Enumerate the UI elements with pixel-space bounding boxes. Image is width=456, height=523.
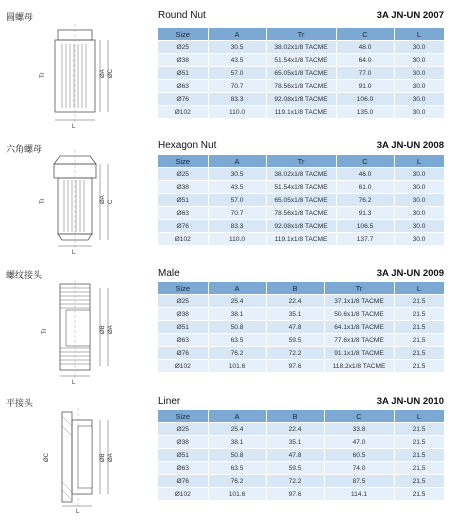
- cell: 30.0: [394, 67, 444, 80]
- section-male: [0, 266, 456, 384]
- cell: 30.0: [394, 80, 444, 93]
- cell: Ø76: [158, 475, 208, 488]
- cell: 101.6: [208, 488, 266, 501]
- cell: 47.0: [324, 436, 394, 449]
- cell: 70.7: [208, 80, 266, 93]
- cell: 21.5: [394, 488, 444, 501]
- cell: 83.3: [208, 220, 266, 233]
- cell: Ø51: [158, 67, 208, 80]
- cell: 33.8: [324, 423, 394, 436]
- cell: 77.6x1/8 TACME: [324, 334, 394, 347]
- spec-table: [158, 410, 445, 500]
- label-b: ØB: [100, 453, 106, 462]
- table-row: [158, 295, 444, 308]
- cell: 72.2: [266, 475, 324, 488]
- label-tr: Tr: [42, 328, 48, 334]
- cell: 43.5: [208, 54, 266, 67]
- cell: 70.7: [208, 207, 266, 220]
- cell: 21.5: [394, 423, 444, 436]
- table-row: [158, 449, 444, 462]
- cell: 63.5: [208, 334, 266, 347]
- table-header-row: [158, 410, 444, 423]
- cell: 65.05x1/8 TACME: [266, 67, 336, 80]
- cell: 21.5: [394, 334, 444, 347]
- cell: 30.0: [394, 106, 444, 119]
- cell: 47.8: [266, 449, 324, 462]
- table-row: [158, 423, 444, 436]
- cell: 106.5: [336, 220, 394, 233]
- cell: 110.0: [208, 106, 266, 119]
- cell: Ø38: [158, 436, 208, 449]
- product-code: 3A JN-UN 2008: [376, 140, 444, 151]
- cell: 30.0: [394, 181, 444, 194]
- cell: 57.0: [208, 67, 266, 80]
- cell: 65.05x1/8 TACME: [266, 194, 336, 207]
- column-header: Tr: [266, 28, 336, 41]
- column-header: Size: [158, 28, 208, 41]
- cell: 76.2: [208, 347, 266, 360]
- cell: 91.0: [336, 80, 394, 93]
- cell: 30.0: [394, 233, 444, 246]
- cell: 47.8: [266, 321, 324, 334]
- column-header: L: [394, 410, 444, 423]
- cell: Ø102: [158, 233, 208, 246]
- cell: Ø51: [158, 194, 208, 207]
- table-row: [158, 168, 444, 181]
- cell: Ø63: [158, 207, 208, 220]
- cell: 92.08x1/8 TACME: [266, 220, 336, 233]
- label-a: ØA: [100, 195, 106, 204]
- cell: 21.5: [394, 462, 444, 475]
- table-row: [158, 308, 444, 321]
- cell: Ø51: [158, 449, 208, 462]
- cell: 38.02x1/8 TACME: [266, 168, 336, 181]
- label-b: ØB: [100, 325, 106, 334]
- cell: 87.5: [324, 475, 394, 488]
- cell: 30.0: [394, 207, 444, 220]
- cell: 21.5: [394, 475, 444, 488]
- cell: 43.5: [208, 181, 266, 194]
- product-code: 3A JN-UN 2007: [376, 10, 444, 21]
- table-row: [158, 54, 444, 67]
- cell: 135.0: [336, 106, 394, 119]
- column-header: Size: [158, 155, 208, 168]
- cell: 22.4: [266, 423, 324, 436]
- cell: Ø102: [158, 360, 208, 373]
- label-a: ØA: [108, 453, 114, 462]
- cell: 30.0: [394, 54, 444, 67]
- cell: 21.5: [394, 321, 444, 334]
- cell: Ø63: [158, 334, 208, 347]
- cell: 97.6: [266, 488, 324, 501]
- cell: 35.1: [266, 436, 324, 449]
- table-header-row: [158, 28, 444, 41]
- cn-label: 六角螺母: [6, 145, 43, 155]
- table-row: [158, 233, 444, 246]
- cell: 83.3: [208, 93, 266, 106]
- cell: 72.2: [266, 347, 324, 360]
- product-name: Hexagon Nut: [158, 140, 217, 151]
- cell: 21.5: [394, 308, 444, 321]
- table-row: [158, 488, 444, 501]
- section-liner: [0, 394, 456, 520]
- cell: 51.54x1/8 TACME: [266, 181, 336, 194]
- label-c: C: [108, 199, 114, 204]
- cell: 30.0: [394, 220, 444, 233]
- table-row: [158, 334, 444, 347]
- cell: 114.1: [324, 488, 394, 501]
- product-code: 3A JN-UN 2010: [376, 396, 444, 407]
- column-header: Size: [158, 410, 208, 423]
- column-header: A: [208, 282, 266, 295]
- table-row: [158, 194, 444, 207]
- table-row: [158, 207, 444, 220]
- cell: Ø25: [158, 423, 208, 436]
- cell: 92.08x1/8 TACME: [266, 93, 336, 106]
- cell: 30.0: [394, 41, 444, 54]
- cell: 21.5: [394, 449, 444, 462]
- cell: 76.2: [336, 194, 394, 207]
- cell: Ø76: [158, 347, 208, 360]
- label-l: L: [72, 124, 76, 130]
- column-header: C: [336, 155, 394, 168]
- cell: 50.8: [208, 321, 266, 334]
- cell: 60.5: [324, 449, 394, 462]
- table-row: [158, 220, 444, 233]
- cell: 119.1x1/8 TACME: [266, 106, 336, 119]
- cell: 91.3: [336, 207, 394, 220]
- table-row: [158, 436, 444, 449]
- table-header-row: [158, 155, 444, 168]
- cell: 35.1: [266, 308, 324, 321]
- table-row: [158, 321, 444, 334]
- product-name: Round Nut: [158, 10, 206, 21]
- table-row: [158, 462, 444, 475]
- table-row: [158, 360, 444, 373]
- column-header: B: [266, 282, 324, 295]
- cell: 38.1: [208, 436, 266, 449]
- cell: 50.6x1/8 TACME: [324, 308, 394, 321]
- cell: 30.0: [394, 168, 444, 181]
- cn-label: 圆螺母: [6, 13, 34, 23]
- label-a: ØA: [100, 69, 106, 78]
- section-header: [158, 140, 444, 154]
- column-header: C: [324, 410, 394, 423]
- label-c: ØC: [44, 453, 50, 462]
- column-header: A: [208, 410, 266, 423]
- cell: Ø38: [158, 54, 208, 67]
- cell: 78.56x1/8 TACME: [266, 207, 336, 220]
- table-row: [158, 347, 444, 360]
- table-row: [158, 106, 444, 119]
- label-tr: Tr: [40, 198, 46, 204]
- cell: 97.6: [266, 360, 324, 373]
- cell: 59.5: [266, 334, 324, 347]
- cell: 119.1x1/8 TACME: [266, 233, 336, 246]
- cell: Ø102: [158, 488, 208, 501]
- section-header: [158, 268, 444, 282]
- table-row: [158, 41, 444, 54]
- liner-drawing: [20, 406, 140, 514]
- table-row: [158, 93, 444, 106]
- label-a: ØA: [108, 325, 114, 334]
- cell: 118.2x1/8 TACME: [324, 360, 394, 373]
- label-c: ØC: [108, 69, 114, 78]
- label-l: L: [72, 380, 76, 386]
- cell: Ø38: [158, 308, 208, 321]
- column-header: Size: [158, 282, 208, 295]
- column-header: L: [394, 282, 444, 295]
- spec-table: [158, 155, 445, 245]
- cell: 21.5: [394, 295, 444, 308]
- column-header: L: [394, 28, 444, 41]
- cell: 51.54x1/8 TACME: [266, 54, 336, 67]
- section-hexagon-nut: [0, 138, 456, 256]
- cell: 25.4: [208, 295, 266, 308]
- cell: 106.0: [336, 93, 394, 106]
- cell: 21.5: [394, 347, 444, 360]
- cell: Ø25: [158, 41, 208, 54]
- table-row: [158, 80, 444, 93]
- table-row: [158, 67, 444, 80]
- cell: 101.6: [208, 360, 266, 373]
- cell: 77.0: [336, 67, 394, 80]
- cell: 57.0: [208, 194, 266, 207]
- cell: Ø63: [158, 80, 208, 93]
- hexagon-nut-drawing: [20, 148, 140, 256]
- section-header: [158, 10, 444, 24]
- cell: 137.7: [336, 233, 394, 246]
- cell: 76.2: [208, 475, 266, 488]
- cell: 74.0: [324, 462, 394, 475]
- column-header: A: [208, 155, 266, 168]
- spec-table: [158, 28, 445, 118]
- product-name: Male: [158, 268, 180, 279]
- cn-label: 螺纹接头: [6, 271, 43, 281]
- section-header: [158, 396, 444, 410]
- cn-label: 平接头: [6, 399, 34, 409]
- cell: 64.1x1/8 TACME: [324, 321, 394, 334]
- column-header: L: [394, 155, 444, 168]
- label-l: L: [76, 509, 80, 514]
- column-header: A: [208, 28, 266, 41]
- cell: Ø76: [158, 220, 208, 233]
- cell: Ø38: [158, 181, 208, 194]
- cell: 38.1: [208, 308, 266, 321]
- column-header: C: [336, 28, 394, 41]
- cell: Ø102: [158, 106, 208, 119]
- section-round-nut: [0, 8, 456, 130]
- cell: 30.5: [208, 168, 266, 181]
- spec-table: [158, 282, 445, 372]
- cell: Ø76: [158, 93, 208, 106]
- cell: 21.5: [394, 436, 444, 449]
- cell: 64.0: [336, 54, 394, 67]
- cell: 59.5: [266, 462, 324, 475]
- column-header: B: [266, 410, 324, 423]
- column-header: Tr: [266, 155, 336, 168]
- cell: 78.56x1/8 TACME: [266, 80, 336, 93]
- cell: 48.0: [336, 41, 394, 54]
- round-nut-drawing: [20, 22, 140, 130]
- product-code: 3A JN-UN 2009: [376, 268, 444, 279]
- product-name: Liner: [158, 396, 181, 407]
- label-l: L: [72, 250, 76, 256]
- cell: 50.8: [208, 449, 266, 462]
- cell: 25.4: [208, 423, 266, 436]
- table-row: [158, 181, 444, 194]
- cell: 46.0: [336, 168, 394, 181]
- column-header: Tr: [324, 282, 394, 295]
- cell: 30.5: [208, 41, 266, 54]
- table-row: [158, 475, 444, 488]
- cell: 61.0: [336, 181, 394, 194]
- cell: 63.5: [208, 462, 266, 475]
- cell: 91.1x1/8 TACME: [324, 347, 394, 360]
- cell: 21.5: [394, 360, 444, 373]
- cell: Ø25: [158, 168, 208, 181]
- cell: 30.0: [394, 93, 444, 106]
- cell: Ø25: [158, 295, 208, 308]
- cell: Ø63: [158, 462, 208, 475]
- cell: 37.1x1/8 TACME: [324, 295, 394, 308]
- cell: 110.0: [208, 233, 266, 246]
- cell: 22.4: [266, 295, 324, 308]
- cell: 38.02x1/8 TACME: [266, 41, 336, 54]
- male-drawing: [20, 278, 140, 386]
- cell: 30.0: [394, 194, 444, 207]
- table-header-row: [158, 282, 444, 295]
- cell: Ø51: [158, 321, 208, 334]
- label-tr: Tr: [40, 72, 46, 78]
